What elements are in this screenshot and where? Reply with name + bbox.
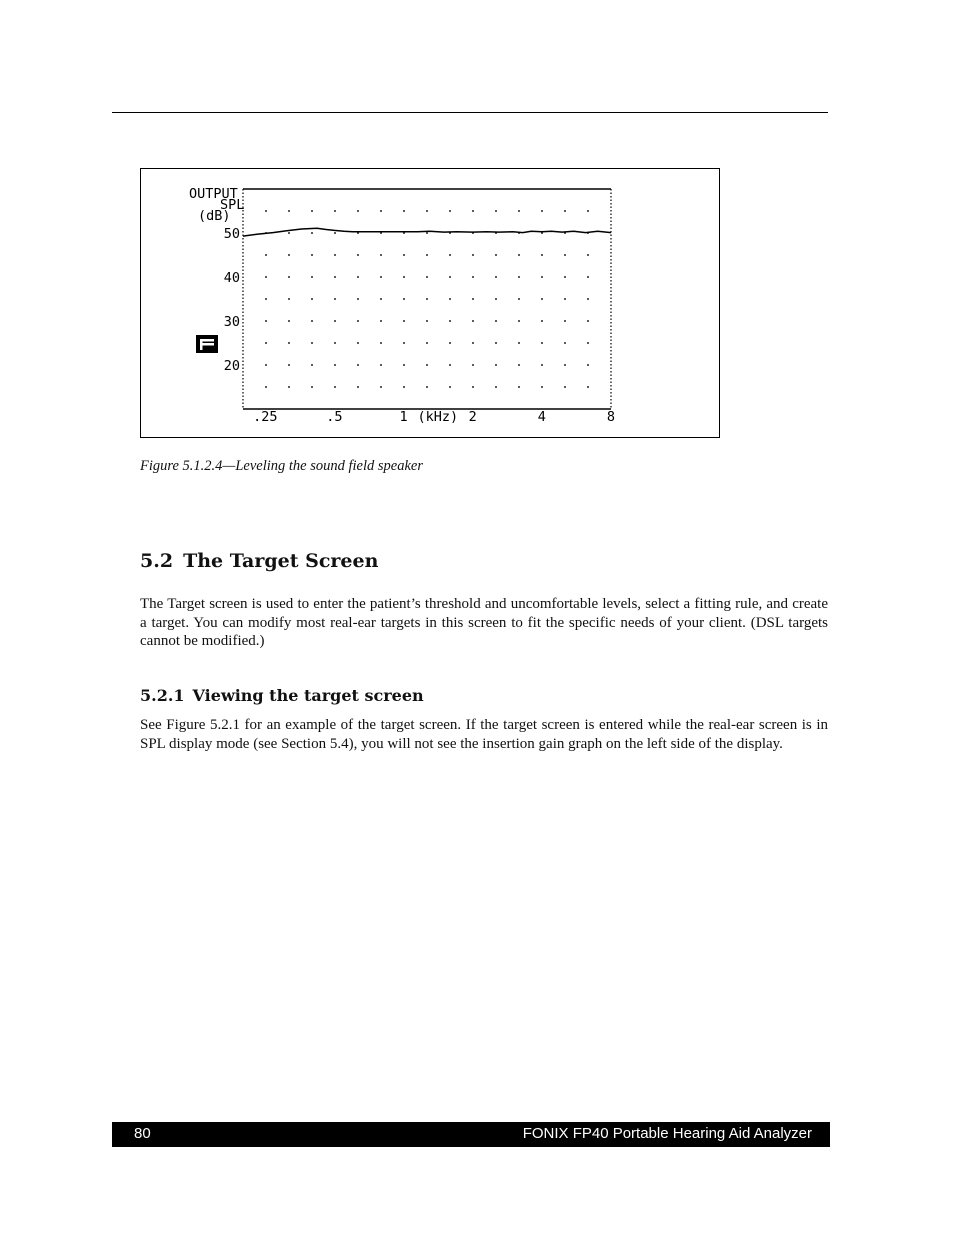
series-group: [243, 228, 611, 236]
grid-dot: [403, 254, 405, 256]
grid-dot: [380, 254, 382, 256]
subsection-title: Viewing the target screen: [192, 686, 424, 705]
grid-dot: [334, 276, 336, 278]
grid-dot: [541, 298, 543, 300]
grid-dot: [311, 298, 313, 300]
grid-dot: [587, 276, 589, 278]
grid-dot: [311, 320, 313, 322]
grid-dot: [403, 276, 405, 278]
grid-dot: [426, 254, 428, 256]
ylabel-line-2: SPL: [220, 197, 245, 213]
grid-dot: [265, 386, 267, 388]
grid-dot: [449, 342, 451, 344]
grid-dot: [587, 254, 589, 256]
grid-dot: [449, 298, 451, 300]
grid-dot: [587, 364, 589, 366]
grid-dot: [541, 342, 543, 344]
grid-dot: [265, 254, 267, 256]
grid-dot: [403, 364, 405, 366]
grid-dot: [587, 386, 589, 388]
grid-dot: [380, 276, 382, 278]
subsection-heading: [140, 686, 424, 705]
grid-dot: [564, 298, 566, 300]
grid-dot: [357, 386, 359, 388]
grid-dot: [518, 364, 520, 366]
figure-screen: [140, 168, 720, 438]
x-tick-label: 2: [468, 409, 477, 425]
grid-dot: [518, 298, 520, 300]
grid-dot: [518, 320, 520, 322]
x-tick-label: .25: [253, 409, 278, 425]
grid-dot: [403, 298, 405, 300]
grid-dot: [541, 210, 543, 212]
grid-dot: [587, 342, 589, 344]
output-spl-chart: [141, 169, 719, 437]
subsection-number: 5.2.1: [140, 686, 185, 705]
grid-dot: [472, 276, 474, 278]
grid-dot: [518, 276, 520, 278]
y-tick-label: 50: [223, 226, 240, 242]
grid-dot: [311, 342, 313, 344]
grid-dot: [265, 276, 267, 278]
grid-dot: [495, 210, 497, 212]
y-ticks: [224, 226, 240, 374]
grid-dot: [564, 210, 566, 212]
grid-dot: [541, 320, 543, 322]
section-number: 5.2: [140, 550, 174, 572]
x-tick-label: 1: [399, 409, 408, 425]
x-tick-label: .5: [326, 409, 343, 425]
grid-dot: [288, 364, 290, 366]
grid-dot: [426, 364, 428, 366]
grid-dot: [449, 210, 451, 212]
paragraph-viewing: See Figure 5.2.1 for an example of the target screen. If the target screen is entered while the real-ear screen is in SPL display mode (see Section 5.4), you will not see the insertion gain graph on the left side of the display.: [140, 717, 828, 752]
y-tick-label: 40: [223, 270, 240, 286]
grid-dot: [311, 210, 313, 212]
grid-dot: [288, 298, 290, 300]
grid-dot: [495, 320, 497, 322]
grid-dot: [265, 364, 267, 366]
grid-dot: [357, 210, 359, 212]
grid-dot: [564, 320, 566, 322]
page-number: 80: [134, 1125, 151, 1142]
grid-dot: [311, 386, 313, 388]
grid-dot: [495, 364, 497, 366]
x-tick-label: 8: [606, 409, 616, 425]
grid-dot: [587, 298, 589, 300]
grid-dot: [403, 342, 405, 344]
section-title: The Target Screen: [183, 550, 379, 572]
x-axis-unit: (kHz): [417, 409, 459, 425]
grid-dot: [288, 254, 290, 256]
grid-dot: [311, 254, 313, 256]
grid-dot: [334, 232, 336, 234]
ylabel-line-3: (dB): [198, 208, 231, 224]
grid-dot: [426, 276, 428, 278]
grid-dot: [403, 386, 405, 388]
grid-dot: [334, 342, 336, 344]
grid-dot: [564, 254, 566, 256]
grid-dot: [288, 386, 290, 388]
grid-dot: [334, 364, 336, 366]
y-tick-label: 20: [223, 358, 240, 374]
series-line: [243, 228, 611, 236]
x-tick-label: 4: [537, 409, 546, 425]
y-tick-label: 30: [223, 314, 240, 330]
grid-dot: [334, 298, 336, 300]
grid-dot: [472, 364, 474, 366]
grid-dot: [587, 320, 589, 322]
grid-dot: [426, 342, 428, 344]
grid-dot: [288, 320, 290, 322]
grid-dot: [495, 386, 497, 388]
grid-dot: [357, 364, 359, 366]
grid-dot: [472, 386, 474, 388]
grid-dot: [495, 298, 497, 300]
footer-title: FONIX FP40 Portable Hearing Aid Analyzer: [522, 1125, 812, 1142]
grid-dot: [564, 386, 566, 388]
grid-dot: [288, 342, 290, 344]
grid-dot: [449, 254, 451, 256]
grid-dot: [357, 254, 359, 256]
grid-dot: [380, 210, 382, 212]
mode-indicator-letter: F: [141, 169, 142, 170]
grid-dot: [472, 320, 474, 322]
grid-dot: [495, 254, 497, 256]
grid-dot: [380, 320, 382, 322]
top-rule: [112, 112, 828, 113]
grid-dot: [449, 276, 451, 278]
grid-dot: [426, 298, 428, 300]
grid-dot: [288, 232, 290, 234]
grid-dot: [426, 320, 428, 322]
grid-dot: [541, 364, 543, 366]
grid-dot: [564, 276, 566, 278]
grid-dot: [380, 364, 382, 366]
grid-dot: [334, 320, 336, 322]
grid-dot: [265, 298, 267, 300]
grid-dot: [357, 342, 359, 344]
grid-dot: [495, 276, 497, 278]
grid-dot: [380, 386, 382, 388]
grid-dot: [380, 342, 382, 344]
grid-dot: [403, 320, 405, 322]
grid-dot: [265, 210, 267, 212]
figure-caption: Figure 5.1.2.4—Leveling the sound field speaker: [140, 458, 423, 474]
grid-dot: [472, 254, 474, 256]
grid-dot: [311, 364, 313, 366]
grid-dot: [311, 232, 313, 234]
grid-dot: [288, 210, 290, 212]
grid-dot: [265, 342, 267, 344]
grid-dot: [288, 276, 290, 278]
grid-dot: [380, 298, 382, 300]
grid-dot: [564, 342, 566, 344]
grid-dot: [495, 342, 497, 344]
grid-dot: [265, 320, 267, 322]
grid-dot: [426, 232, 428, 234]
grid-dot: [357, 298, 359, 300]
grid-dot: [334, 210, 336, 212]
grid-dot: [564, 364, 566, 366]
grid-dot: [541, 276, 543, 278]
grid-dot: [541, 254, 543, 256]
grid-dot: [472, 210, 474, 212]
grid-dot: [541, 386, 543, 388]
grid-dot: [518, 386, 520, 388]
section-heading: [140, 550, 378, 572]
grid-dot: [311, 276, 313, 278]
ylabel-line-1: OUTPUT: [189, 186, 238, 202]
grid-dot: [472, 342, 474, 344]
grid-dot: [334, 386, 336, 388]
grid-dot: [449, 386, 451, 388]
plot-grid: [265, 210, 589, 388]
grid-dot: [518, 342, 520, 344]
grid-dot: [357, 276, 359, 278]
paragraph-intro: The Target screen is used to enter the patient’s threshold and uncomfortable levels, select a fitting rule, and create a target. You can modify most real-ear targets in this screen to fit the specific needs of your client. (DSL targets cannot be modified.): [140, 596, 828, 649]
grid-dot: [357, 320, 359, 322]
grid-dot: [426, 210, 428, 212]
page-footer: [112, 1122, 830, 1147]
grid-dot: [449, 320, 451, 322]
grid-dot: [518, 210, 520, 212]
grid-dot: [334, 254, 336, 256]
grid-dot: [587, 210, 589, 212]
grid-dot: [403, 210, 405, 212]
grid-dot: [518, 254, 520, 256]
grid-dot: [449, 364, 451, 366]
grid-dot: [472, 298, 474, 300]
grid-dot: [426, 386, 428, 388]
